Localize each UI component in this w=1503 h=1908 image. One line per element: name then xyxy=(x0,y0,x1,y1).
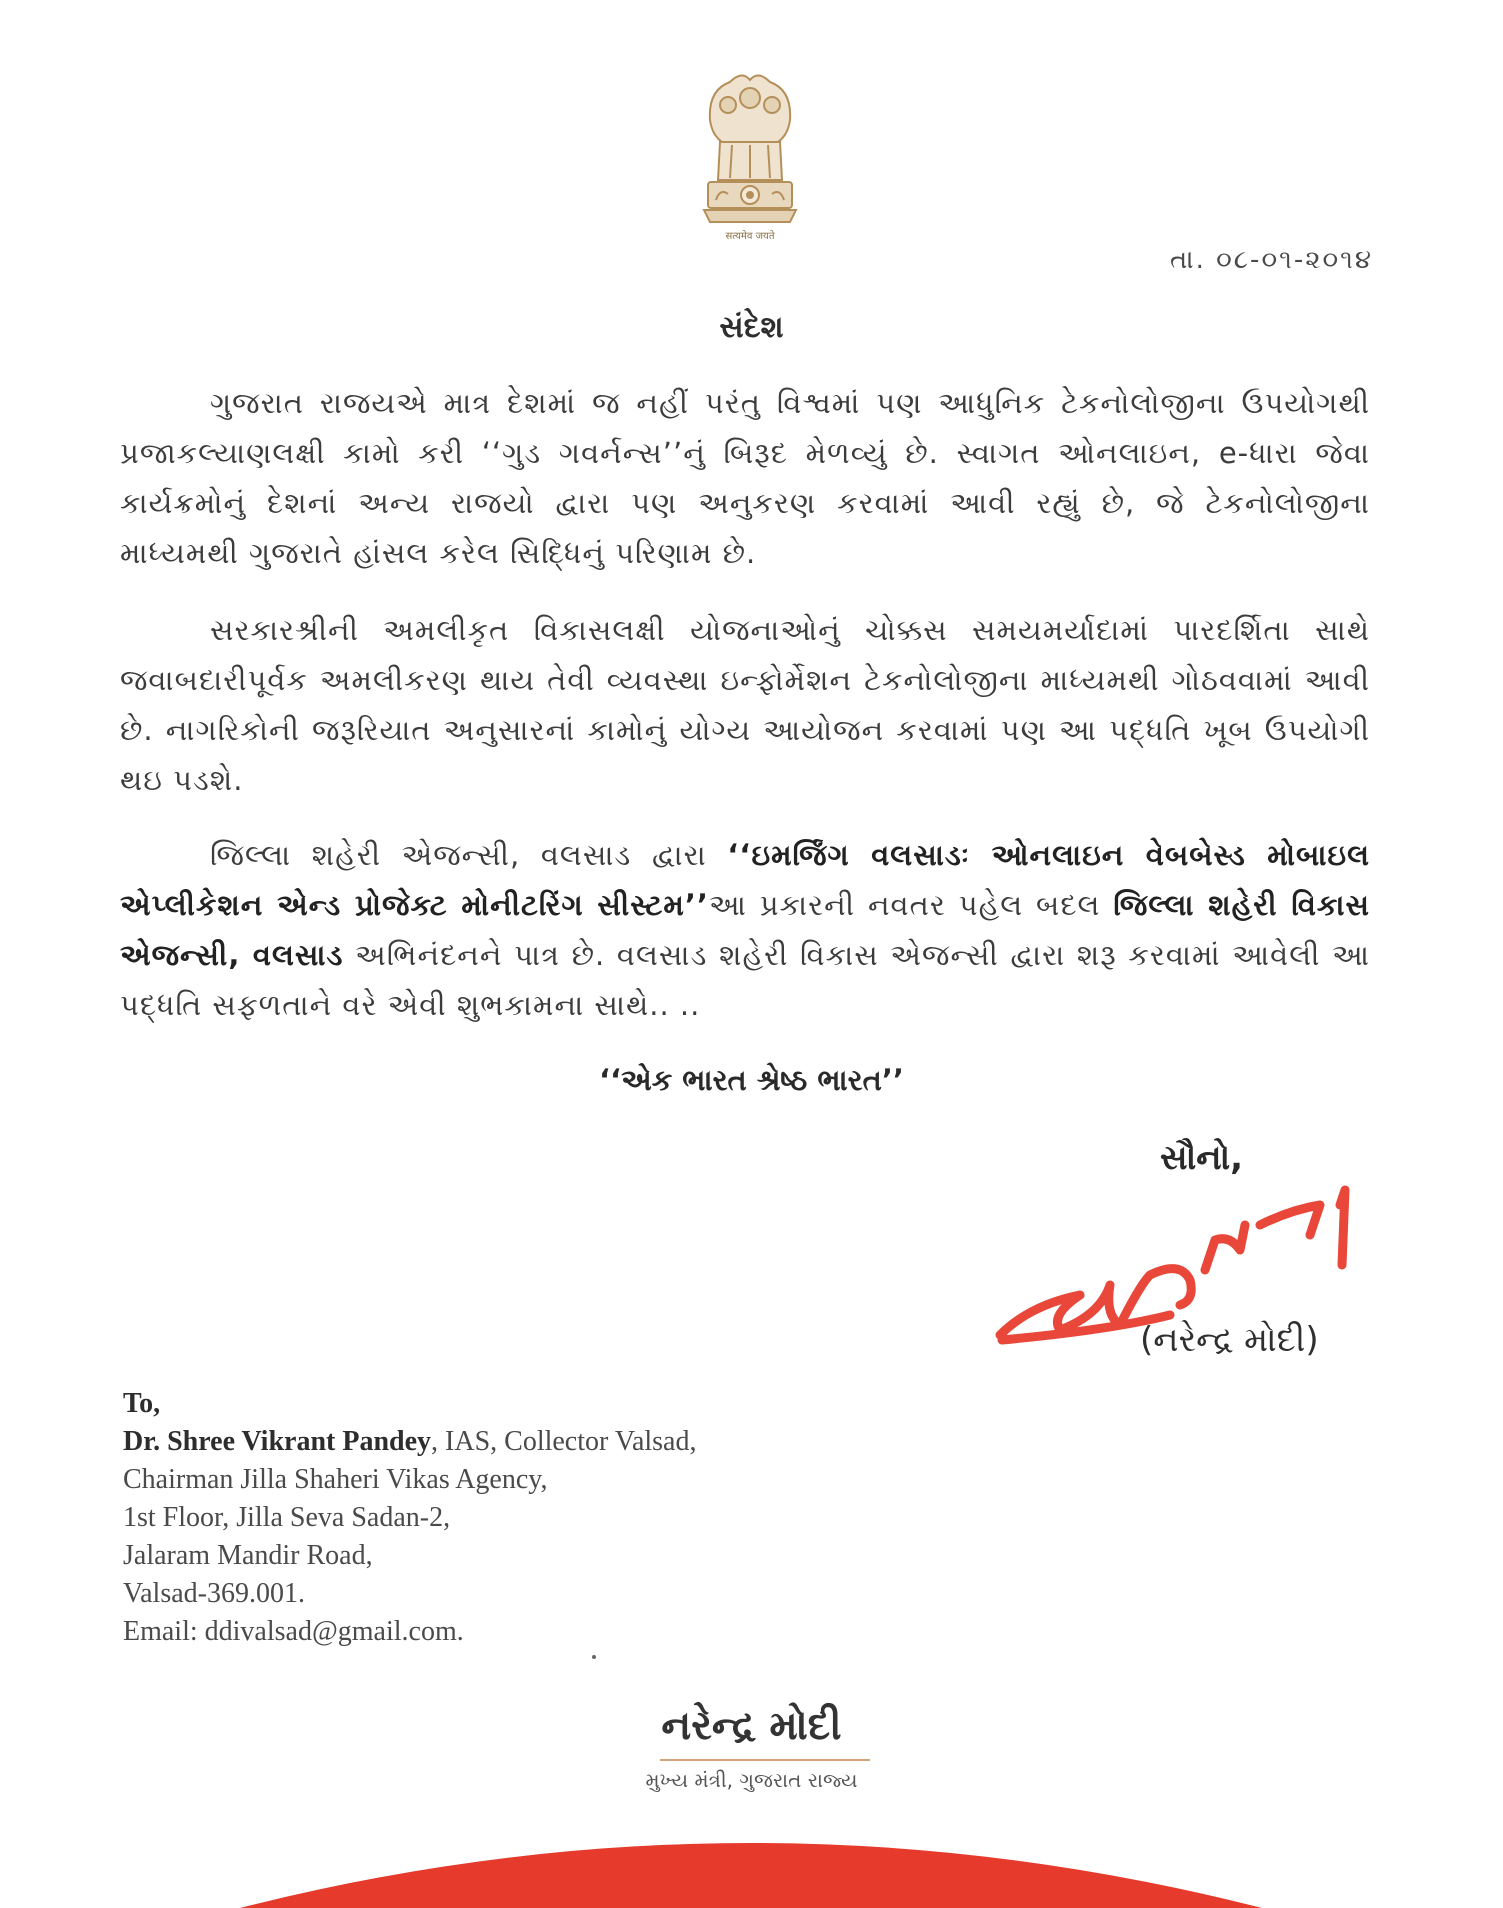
ashoka-emblem-icon xyxy=(690,60,810,250)
address-line-3: 1st Floor, Jilla Seva Sadan-2, xyxy=(123,1502,451,1533)
address-line-4: Jalaram Mandir Road, xyxy=(123,1540,373,1571)
stray-dot xyxy=(592,1655,596,1659)
footer-red-arc xyxy=(0,1818,1503,1908)
paragraph-1 xyxy=(120,378,1370,578)
paragraph-2-text: સરકારશ્રીની અમલીકૃત વિકાસલક્ષી યોજનાઓનું ચોક્કસ સમયમર્યાદામાં પારદર્શિતા સાથે જવાબદારીપૂર્વક અમલીકરણ થાય તેવી વ્યવસ્થા ઇન્ફોર્મેશન ટેકનોલોજીના માધ્યમથી ગોઠવવામાં આવી છે. નાગરિકોની જરૂરિયાત અનુસારનાં કામોનું યોગ્ય આયોજન કરવામાં પણ આ પદ્ધતિ ખૂબ ઉપયોગી થઇ પડશે. xyxy=(120,613,1370,797)
letter-heading: સંદેશ xyxy=(719,310,784,345)
slogan: ‘‘એક ભારત શ્રેષ્ઠ ભારત’’ xyxy=(599,1063,904,1097)
recipient-name: Dr. Shree Vikrant Pandey xyxy=(123,1426,432,1457)
agency-name: જિલ્લા શહેરી વિકાસ એજન્સી, વલસાડ xyxy=(120,888,1371,972)
recipient-designation: , IAS, Collector Valsad, xyxy=(431,1426,697,1457)
project-name: ‘‘ઇમર્જિંગ વલસાડઃ ઓનલાઇન વેબબેસ્ડ મોબાઇલ એપ્લીકેશન એન્ડ પ્રોજેક્ટ મોનીટરિંગ સીસ્ટમ’’ xyxy=(120,838,1370,922)
footer-name: નરેન્દ્ર મોદી xyxy=(661,1703,842,1749)
signer-name: (નરેન્દ્ર મોદી) xyxy=(1140,1320,1319,1360)
recipient-address xyxy=(123,1385,696,1651)
address-line-5: Valsad-369.001. xyxy=(123,1578,305,1609)
address-line-2: Chairman Jilla Shaheri Vikas Agency, xyxy=(123,1464,548,1495)
letter-date: તા. ૦૮-૦૧-૨૦૧૪ xyxy=(1169,245,1373,275)
paragraph-3 xyxy=(120,830,1370,1030)
footer-title: મુખ્ય મંત્રી, ગુજરાત રાજ્ય xyxy=(645,1768,858,1792)
address-to: To, xyxy=(123,1388,161,1419)
paragraph-3-text-a: જિલ્લા શહેરી એજન્સી, વલસાડ દ્વારા xyxy=(210,838,728,872)
paragraph-1-text: ગુજરાત રાજયએ માત્ર દેશમાં જ નહીં પરંતુ વિશ્વમાં પણ આધુનિક ટેકનોલોજીના ઉપયોગથી પ્રજાકલ્યાણલક્ષી કામો કરી ‘‘ગુડ ગવર્નન્સ’’નું બિરૂદ મેળવ્યું છે. સ્વાગત ઓનલાઇન, e-ધારા જેવા કાર્યક્રમોનું દેશનાં અન્ય રાજયો દ્વારા પણ અનુકરણ કરવામાં આવી રહ્યું છે, જે ટેકનોલોજીના માધ્યમથી ગુજરાતે હાંસલ કરેલ સિદ્ધિનું પરિણામ છે. xyxy=(120,386,1370,570)
address-email: Email: ddivalsad@gmail.com. xyxy=(123,1616,464,1647)
paragraph-2 xyxy=(120,605,1370,805)
closing-greeting: સૌનો, xyxy=(1160,1138,1244,1178)
address-line-1 xyxy=(123,1423,696,1461)
footer-divider xyxy=(660,1759,870,1761)
paragraph-3-text-e: અભિનંદનને પાત્ર છે. વલસાડ શહેરી વિકાસ એજન્સી દ્વારા શરૂ કરવામાં આવેલી આ પદ્ધતિ સફળતાને વરે એવી શુભકામના સાથે.. .. xyxy=(120,938,1371,1022)
emblem-motto: सत्यमेव जयते xyxy=(725,231,775,242)
paragraph-3-text-c: આ પ્રકારની નવતર પહેલ બદલ xyxy=(708,888,1114,922)
